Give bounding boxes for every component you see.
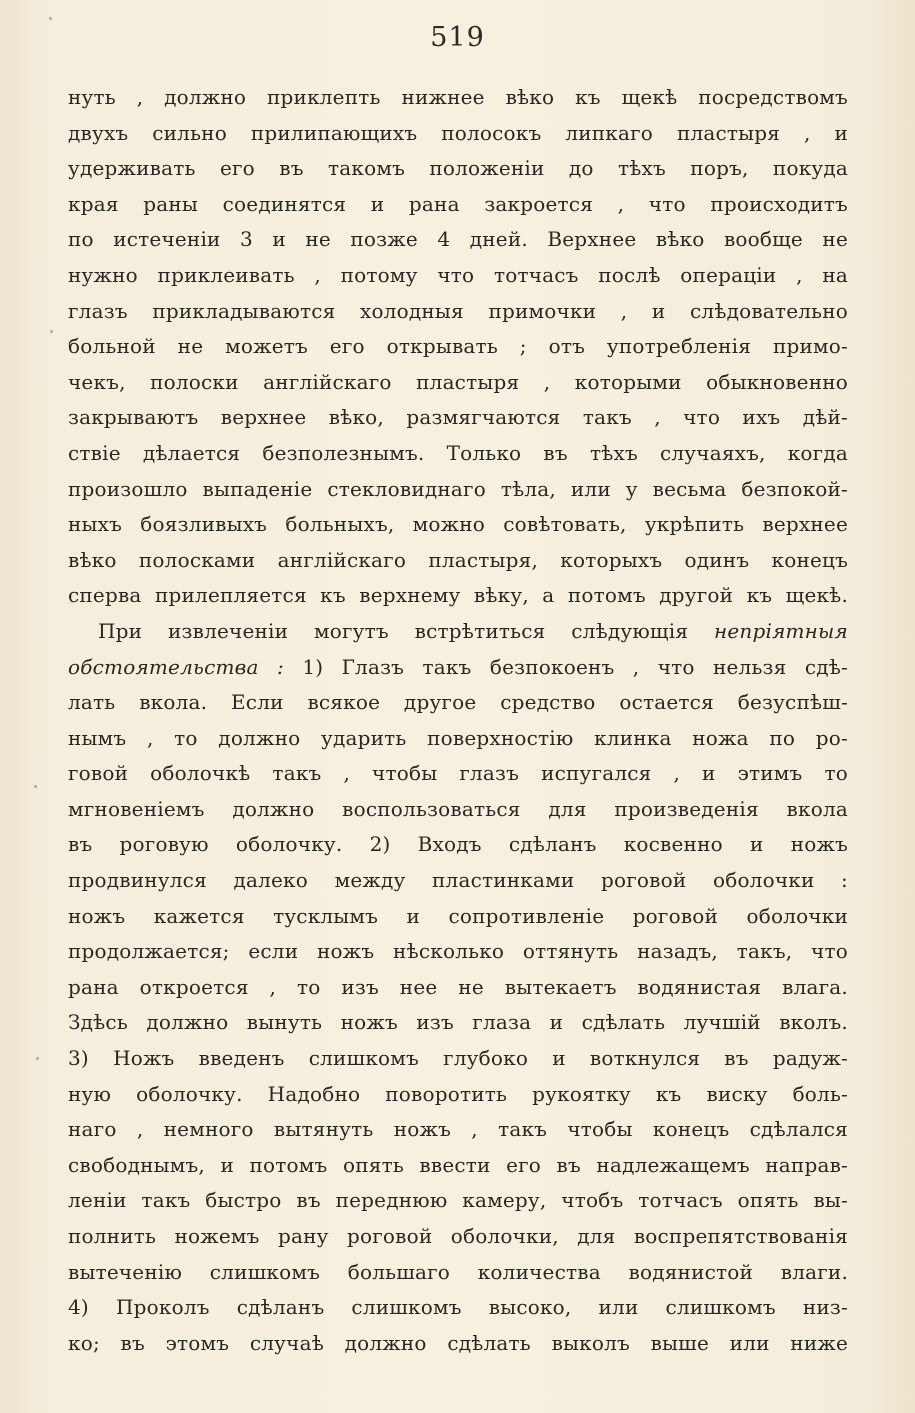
text-line: говой оболочкѣ такъ , чтобы глазъ испугался , и этимъ то <box>68 761 848 786</box>
text-line: полнить ножемъ рану роговой оболочки, для воспрепятствованiя <box>68 1224 848 1248</box>
text-line: больной не можетъ его открывать ; отъ употребленiя примо- <box>68 334 848 359</box>
text-line: края раны соединятся и рана закроется , что происходитъ <box>68 191 848 216</box>
text-line: При извлеченiи могутъ встрѣтиться слѣдующiя непрiятныя <box>98 618 848 643</box>
text-line: въ роговую оболочку. 2) Входъ сдѣланъ косвенно и ножъ <box>68 832 848 857</box>
text-line: ленiи такъ быстро въ переднюю камеру, чтобъ тотчасъ опять вы- <box>68 1188 848 1213</box>
text-line: нужно приклеивать , потому что тотчасъ послѣ операцiи , на <box>68 262 848 287</box>
text-line: 3) Ножъ введенъ слишкомъ глубоко и воткнулся въ радуж- <box>68 1046 848 1071</box>
text-line: произошло выпаденiе стекловиднаго тѣла, или у весьма безпокой- <box>68 476 848 501</box>
text-line: глазъ прикладываются холодныя примочки , и слѣдовательно <box>68 298 848 323</box>
text-line: двухъ сильно прилипающихъ полосокъ липкаго пластыря , и <box>68 120 848 145</box>
page-number: 519 <box>430 22 485 53</box>
text-line: по истеченiи 3 и не позже 4 дней. Верхнее вѣко вообще не <box>68 227 848 252</box>
text-line: ножъ кажется тусклымъ и сопротивленiе роговой оболочки <box>68 903 848 928</box>
text-line: свободнымъ, и потомъ опять ввести его въ надлежащемъ направ- <box>68 1152 848 1177</box>
text-line: сперва прилепляется къ верхнему вѣку, а потомъ другой къ щекѣ. <box>68 583 848 608</box>
text-line: вытеченiю слишкомъ большаго количества водянистой влаги. <box>68 1259 848 1284</box>
text-line: ко; въ этомъ случаѣ должно сдѣлать выколъ выше или ниже <box>68 1330 848 1355</box>
paper-speck <box>34 785 37 788</box>
text-line: ную оболочку. Надобно поворотить рукоятку къ виску боль- <box>68 1081 848 1106</box>
text-line: наго , немного вытянуть ножъ , такъ чтобы конецъ сдѣлался <box>68 1117 848 1142</box>
text-line: продвинулся далеко между пластинками роговой оболочки : <box>68 868 848 893</box>
text-line: Здѣсь должно вынуть ножъ изъ глаза и сдѣлать лучшiй вколъ. <box>68 1010 848 1035</box>
text-line: чекъ, полоски англiйскаго пластыря , которыми обыкновенно <box>68 369 848 394</box>
text-line: нымъ , то должно ударить поверхностiю клинка ножа по ро- <box>68 725 848 750</box>
text-line: нуть , должно приклепть нижнее вѣко къ щекѣ посредствомъ <box>68 85 848 109</box>
text-line: продолжается; если ножъ нѣсколько оттянуть назадъ, такъ, что <box>68 939 848 964</box>
body-text <box>68 80 848 1361</box>
text-line: рана откроется , то изъ нее не вытекаетъ водянистая влага. <box>68 974 848 999</box>
text-line: ствiе дѣлается безполезнымъ. Только въ тѣхъ случаяхъ, когда <box>68 440 848 465</box>
text-line: удерживать его въ такомъ положенiи до тѣхъ поръ, покуда <box>68 156 848 181</box>
text-line: закрываютъ верхнее вѣко, размягчаются такъ , что ихъ дѣй- <box>68 405 848 430</box>
paper-speck <box>50 330 53 333</box>
text-line: лать вкола. Если всякое другое средство остается безуспѣш- <box>68 690 848 715</box>
text-line: мгновенiемъ должно воспользоваться для произведенiя вкола <box>68 796 848 821</box>
text-line: обстоятельства : 1) Глазъ такъ безпокоенъ , что нельзя сдѣ- <box>68 654 848 679</box>
text-line: 4) Проколъ сдѣланъ слишкомъ высоко, или слишкомъ низ- <box>68 1295 848 1320</box>
paper-speck <box>49 17 52 20</box>
text-line: вѣко полосками англiйскаго пластыря, которыхъ одинъ конецъ <box>68 547 848 572</box>
text-line: ныхъ боязливыхъ больныхъ, можно совѣтовать, укрѣпить верхнее <box>68 512 848 537</box>
paper-speck <box>36 1057 39 1060</box>
